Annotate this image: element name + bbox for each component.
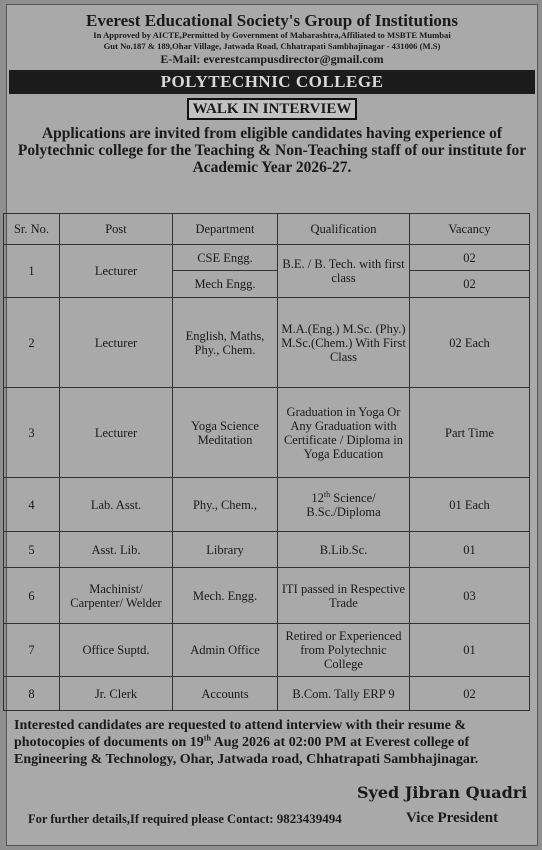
approval-line: In Approved by AICTE,Permitted by Government of Maharashtra,Affiliated to MSBTE Mumbai [93,30,451,40]
header-sr-no: Sr. No. [4,214,60,245]
table-row: 1 Lecturer CSE Engg. B.E. / B. Tech. with first class 02 [4,245,530,271]
society-name: Everest Educational Society's Group of Institutions [86,11,458,30]
designation: Vice President [406,810,499,826]
header-department: Department [173,214,278,245]
header-qualification: Qualification [278,214,410,245]
contact-line: For further details,If required please Contact: 9823439494 [28,811,342,826]
table-row: 3 Lecturer Yoga Science Meditation Graduation in Yoga Or Any Graduation with Certificate / Diploma in Yoga Education Part Time [4,388,530,478]
email-line: E-Mail: everestcampusdirector@gmail.com [160,52,384,66]
table-header-row [4,214,530,245]
header-post: Post [60,214,173,245]
intro-paragraph: Applications are invited from eligible candidates having experience of Polytechnic college for the Teaching & Non-Teaching staff of our institute for Academic Year 2026-27. [17,125,527,176]
walk-in-title: WALK IN INTERVIEW [187,98,358,120]
table-row: 5 Asst. Lib. Library B.Lib.Sc. 01 [4,532,530,568]
address-line: Gut No.187 & 189,Ohar Village, Jatwada Road, Chhatrapati Sambhajinagar - 431006 (M.S) [103,41,441,51]
phone-number: 9823439494 [276,811,342,826]
table-row: 7 Office Suptd. Admin Office Retired or Experienced from Polytechnic College 01 [4,624,530,677]
college-banner: POLYTECHNIC COLLEGE [9,70,535,94]
header-vacancy: Vacancy [410,214,530,245]
table-row: 6 Machinist/ Carpenter/ Welder Mech. Engg. ITI passed in Respective Trade 03 [4,568,530,624]
vacancy-table [3,213,530,711]
table-row: 8 Jr. Clerk Accounts B.Com. Tally ERP 9 02 [4,677,530,711]
table-row: 4 Lab. Asst. Phy., Chem., 12th Science/ B.Sc./Diploma 01 Each [4,478,530,532]
instructions-paragraph: Interested candidates are requested to attend interview with their resume & photocopies of documents on 19th Aug 2026 at 02:00 PM at Everest college of Engineering & Technology, Ohar, Jatwada road, Chhatrapati Sambhajinagar. [14,718,479,767]
signatory-name: Syed Jibran Quadri [357,783,528,802]
table-row: Mech Engg. 02 [4,271,530,298]
table-row: 2 Lecturer English, Maths, Phy., Chem. M.A.(Eng.) M.Sc. (Phy.) M.Sc.(Chem.) With First Class 02 Each [4,298,530,388]
